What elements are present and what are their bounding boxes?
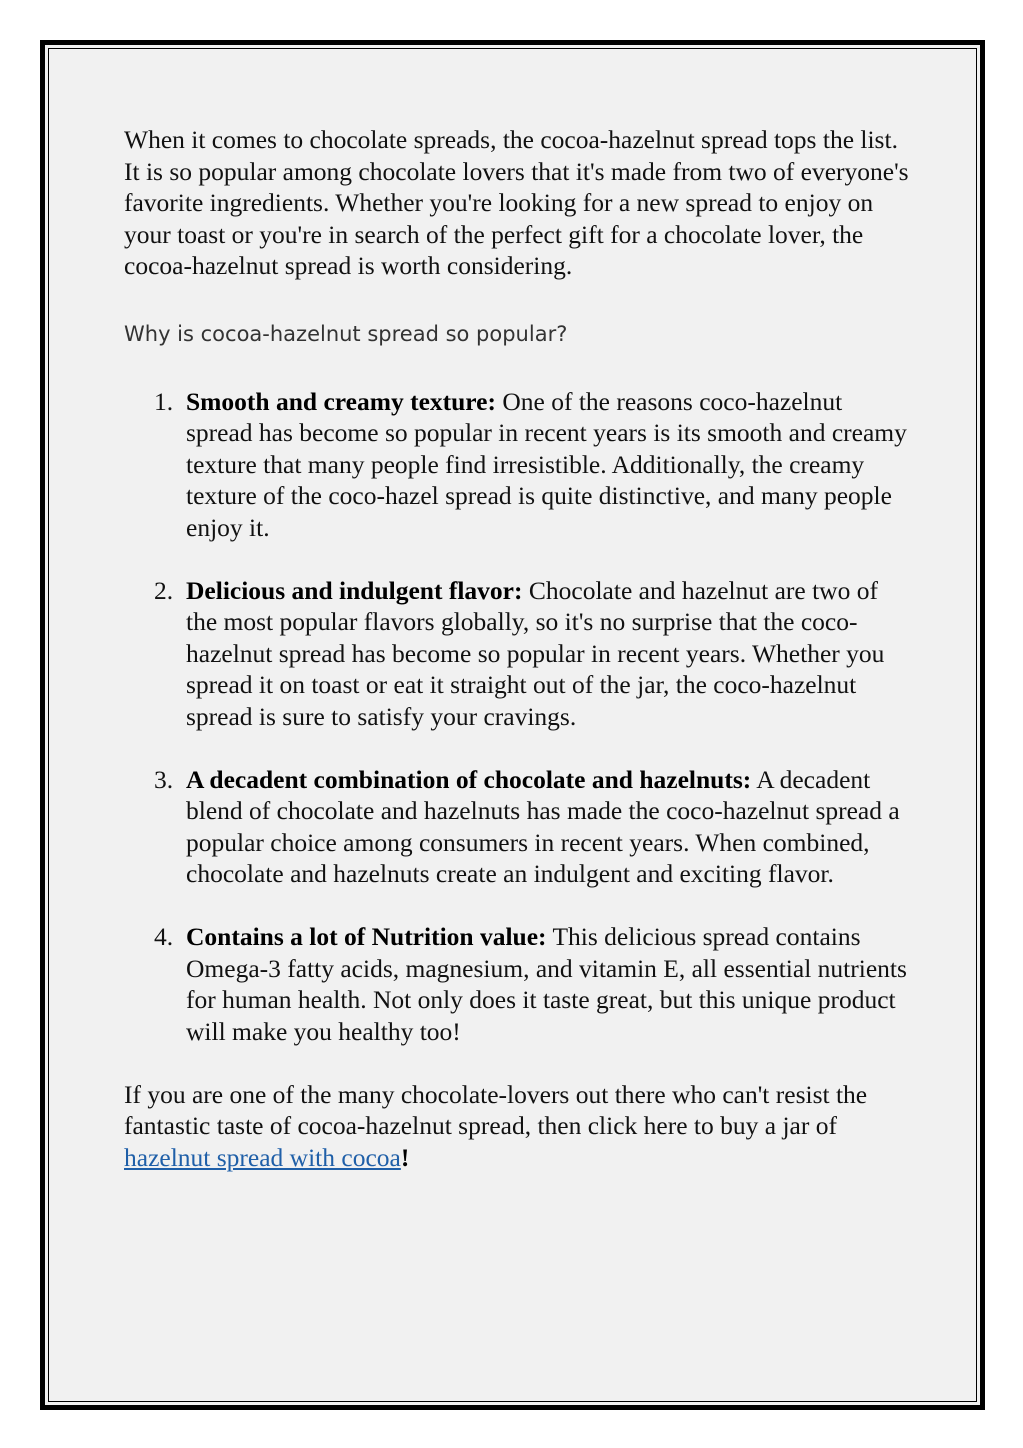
product-link[interactable]: hazelnut spread with cocoa [124,1142,401,1172]
list-item [124,386,914,544]
list-item-text: One of the reasons coco-hazelnut spread has become so popular in recent years is its smooth and creamy texture that many people find irresistible. Additionally, the creamy texture of the coco-hazel spread is quite distinctive, and many people enjoy it. [186,386,907,542]
list-item-number: 4. [154,922,174,951]
list-item-title: A decadent combination of chocolate and hazelnuts: [186,764,752,794]
list-item-number: 3. [154,764,174,794]
list-item [124,764,914,890]
document-body [124,124,914,1173]
list-item-text: Chocolate and hazelnut are two of the most popular flavors globally, so it's no surprise that the coco-hazelnut spread has become so popular in recent years. Whether you spread it on toast or eat it straight out of the jar, the coco-hazelnut spread is sure to satisfy your cravings. [186,575,885,731]
list-item-title: Smooth and creamy texture: [186,386,496,416]
closing-paragraph [124,1079,914,1174]
closing-text: If you are one of the many chocolate-lovers out there who can't resist the fantastic taste of cocoa-hazelnut spread, then click here to buy a jar of [124,1079,868,1140]
list-item [124,921,914,1047]
list-item-text: A decadent blend of chocolate and hazelnuts has made the coco-hazelnut spread a popular choice among consumers in recent years. When combined, chocolate and hazelnuts create an indulgent and exciting flavor. [186,764,900,888]
list-item [124,575,914,733]
list-item-number: 2. [154,575,174,605]
list-item-title: Delicious and indulgent flavor: [186,575,523,605]
reasons-list [124,386,914,1048]
closing-exclamation: ! [400,1142,410,1172]
list-item-text: This delicious spread contains Omega-3 fatty acids, magnesium, and vitamin E, all essential nutrients for human health. Not only does it taste great, but this unique product will make you healthy too! [186,922,907,1046]
intro-paragraph: When it comes to chocolate spreads, the cocoa-hazelnut spread tops the list. It is so popular among chocolate lovers that it's made from two of everyone's favorite ingredients. Whether you're looking for a new spread to enjoy on your toast or you're in search of the perfect gift for a chocolate lover, the cocoa-hazelnut spread is worth considering. [124,125,909,280]
list-item-number: 1. [154,386,174,416]
section-heading: Why is cocoa-hazelnut spread so popular? [124,321,568,346]
list-item-title: Contains a lot of Nutrition value: [186,922,547,951]
